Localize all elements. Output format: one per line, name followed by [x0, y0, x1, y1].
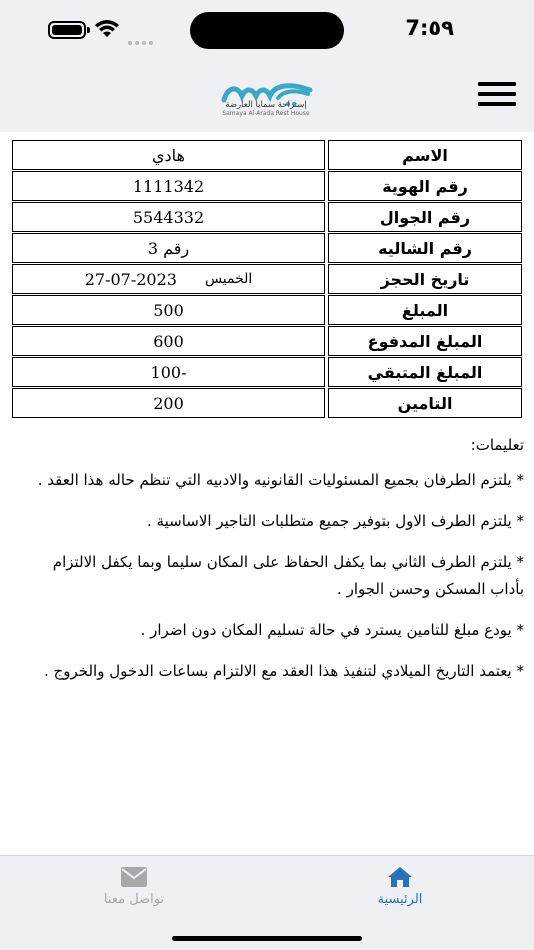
samaya-logo-icon	[218, 68, 318, 128]
house-icon	[387, 866, 413, 888]
cellular-signal-icon	[128, 30, 156, 36]
logo-text-arabic: إستراحة سمايا العارضة	[225, 100, 307, 110]
name-value: هادي	[12, 140, 325, 170]
chalet-number-value: رقم 3	[12, 233, 325, 263]
tab-home-label: الرئيسية	[377, 892, 423, 907]
mobile-number-value: 5544332	[12, 202, 325, 232]
paid-amount-label: المبلغ المدفوع	[328, 326, 522, 356]
table-row	[12, 388, 522, 418]
home-indicator	[172, 936, 362, 941]
id-number-value: 1111342	[12, 171, 325, 201]
battery-icon	[48, 21, 86, 39]
table-row	[12, 140, 522, 170]
table-row	[12, 357, 522, 387]
dynamic-island	[190, 12, 344, 49]
hamburger-menu-button[interactable]	[478, 82, 518, 110]
instruction-item: * يلتزم الطرف الاول بتوفير جميع متطلبات التاجير الاساسية .	[147, 512, 524, 530]
booking-date-label: تاريخ الحجز	[328, 264, 522, 294]
instructions-section	[36, 432, 524, 699]
app-header	[0, 60, 534, 132]
instruction-item: * يودع مبلغ للتامين يسترد في حالة تسليم المكان دون اضرار .	[140, 621, 524, 639]
wifi-icon	[94, 19, 120, 39]
table-row	[12, 171, 522, 201]
table-row	[12, 326, 522, 356]
status-bar	[0, 0, 534, 60]
name-label: الاسم	[328, 140, 522, 170]
remaining-amount-label: المبلغ المتبقي	[328, 357, 522, 387]
instruction-item: * يعتمد التاريخ الميلادي لتنفيذ هذا العقد مع الالتزام بساعات الدخول والخروج .	[44, 662, 524, 680]
booking-day: الخميس	[204, 271, 253, 287]
tab-contact-us[interactable]	[74, 866, 194, 907]
remaining-amount-value: -100	[12, 357, 325, 387]
table-row	[12, 264, 522, 294]
amount-value: 500	[12, 295, 325, 325]
status-time: 7:٥٩	[405, 16, 454, 40]
paid-amount-value: 600	[12, 326, 325, 356]
booking-info-table	[12, 140, 522, 419]
table-row	[12, 295, 522, 325]
mobile-number-label: رقم الجوال	[328, 202, 522, 232]
booking-date: 27-07-2023	[84, 269, 177, 289]
deposit-value: 200	[12, 388, 325, 418]
tab-contact-label: تواصل معنا	[103, 892, 165, 907]
id-number-label: رقم الهوية	[328, 171, 522, 201]
amount-label: المبلغ	[328, 295, 522, 325]
deposit-label: التامين	[328, 388, 522, 418]
table-row	[12, 202, 522, 232]
table-row	[12, 233, 522, 263]
instructions-heading: تعليمات:	[470, 436, 524, 454]
menu-icon	[478, 82, 516, 86]
booking-date-value	[12, 264, 325, 294]
tab-home[interactable]	[340, 866, 460, 907]
envelope-icon	[120, 866, 148, 888]
instruction-item: * يلتزم الطرف الثاني بما يكفل الحفاظ على المكان سليما وبما يكفل الالتزام بأداب المسكن وحسن الجوار .	[52, 553, 524, 598]
instruction-item: * يلتزم الطرفان بجميع المسئوليات القانونيه والادبيه التي تنظم حاله هذا العقد .	[37, 471, 524, 489]
logo-text-english: Samaya Al-Arada Rest House	[222, 110, 310, 117]
chalet-number-label: رقم الشاليه	[328, 233, 522, 263]
